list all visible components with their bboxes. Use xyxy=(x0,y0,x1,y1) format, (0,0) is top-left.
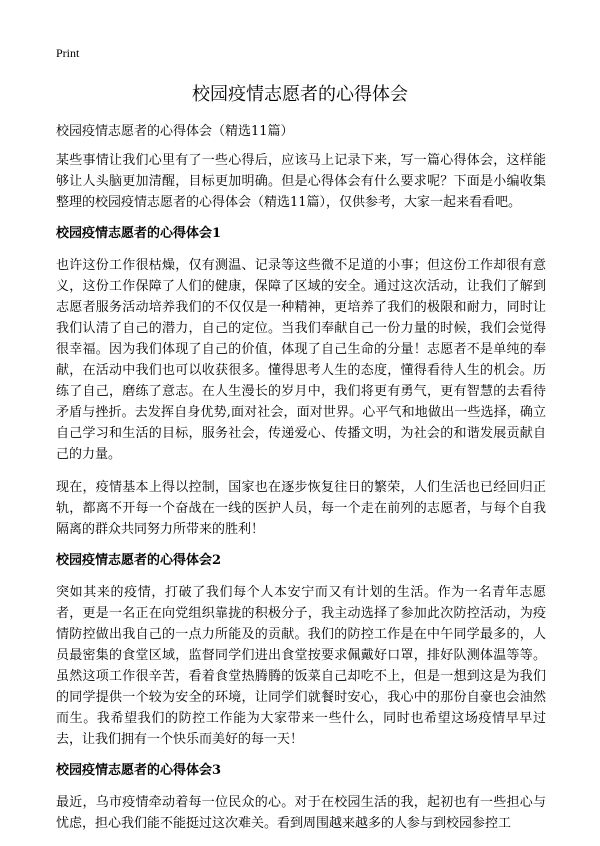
page-title: 校园疫情志愿者的心得体会 xyxy=(192,84,408,105)
section-heading: 校园疫情志愿者的心得体会2 xyxy=(56,553,222,568)
intro-paragraph: 某些事情让我们心里有了一些心得后，应该马上记录下来，写一篇心得体会，这样能够让人头脑更加清醒，目标更加明确。但是心得体会有什么要求呢？下面是小编收集整理的校园疫情志愿者的心得体会（精选11篇），仅供参考，大家一起来看看吧。 xyxy=(56,153,546,210)
section-heading: 校园疫情志愿者的心得体会3 xyxy=(56,763,222,778)
document-subtitle: 校园疫情志愿者的心得体会（精选11篇） xyxy=(56,124,294,139)
body-paragraph: 突如其来的疫情，打破了我们每个人本安宁而又有计划的生活。作为一名青年志愿者，更是一名正在向党组织靠拢的积极分子，我主动选择了参加此次防控活动，为疫情防控做出我自己的一点力所能及的贡献。我们的防控工作是在中午同学最多的，人员最密集的食堂区域，监督同学们进出食堂按要求佩戴好口罩，排好队测体温等等。虽然这项工作很辛苦，看着食堂热腾腾的饭菜自己却吃不上，但是一想到这是为我们的同学提供一个较为安全的环境，让同学们就餐时安心，我心中的那份自豪也会油然而生。我希望我们的防控工作能为大家带来一些什么，同时也希望这场疫情早早过去，让我们拥有一个快乐而美好的每一天！ xyxy=(56,585,546,747)
document-body xyxy=(56,150,546,846)
body-paragraph: 现在，疫情基本上得以控制，国家也在逐步恢复往日的繁荣，人们生活也已经回归正轨，都离不开每一个奋战在一线的医护人员，每一个走在前列的志愿者，与每个自我隔离的群众共同努力所带来的胜利！ xyxy=(56,480,546,537)
section-heading: 校园疫情志愿者的心得体会1 xyxy=(56,226,222,241)
body-paragraph: 也许这份工作很枯燥，仅有测温、记录等这些微不足道的小事；但这份工作却很有意义，这份工作保障了人们的健康，保障了区域的安全。通过这次活动，让我们了解到志愿者服务活动培养我们的不仅仅是一种精神，更培养了我们的极限和耐力，同时让我们认清了自己的潜力，自己的定位。当我们奉献自己一份力量的时候，我们会觉得很幸福。因为我们体现了自己的价值，体现了自己生命的分量！志愿者不是单纯的奉献，在活动中我们也可以收获很多。懂得思考人生的态度，懂得看待人生的机会。历练了自己，磨练了意志。在人生漫长的岁月中，我们将更有勇气，更有智慧的去看待矛盾与挫折。去发挥自身优势,面对社会，面对世界。心平气和地做出一些选择，确立自己学习和生活的目标，服务社会，传递爱心、传播文明，为社会的和谐发展贡献自己的力量。 xyxy=(56,258,546,462)
body-paragraph: 最近，乌市疫情牵动着每一位民众的心。对于在校园生活的我，起初也有一些担心与忧虑，担心我们能不能挺过这次难关。看到周围越来越多的人参与到校园参控工 xyxy=(56,795,546,831)
print-link[interactable]: Print xyxy=(56,46,80,60)
